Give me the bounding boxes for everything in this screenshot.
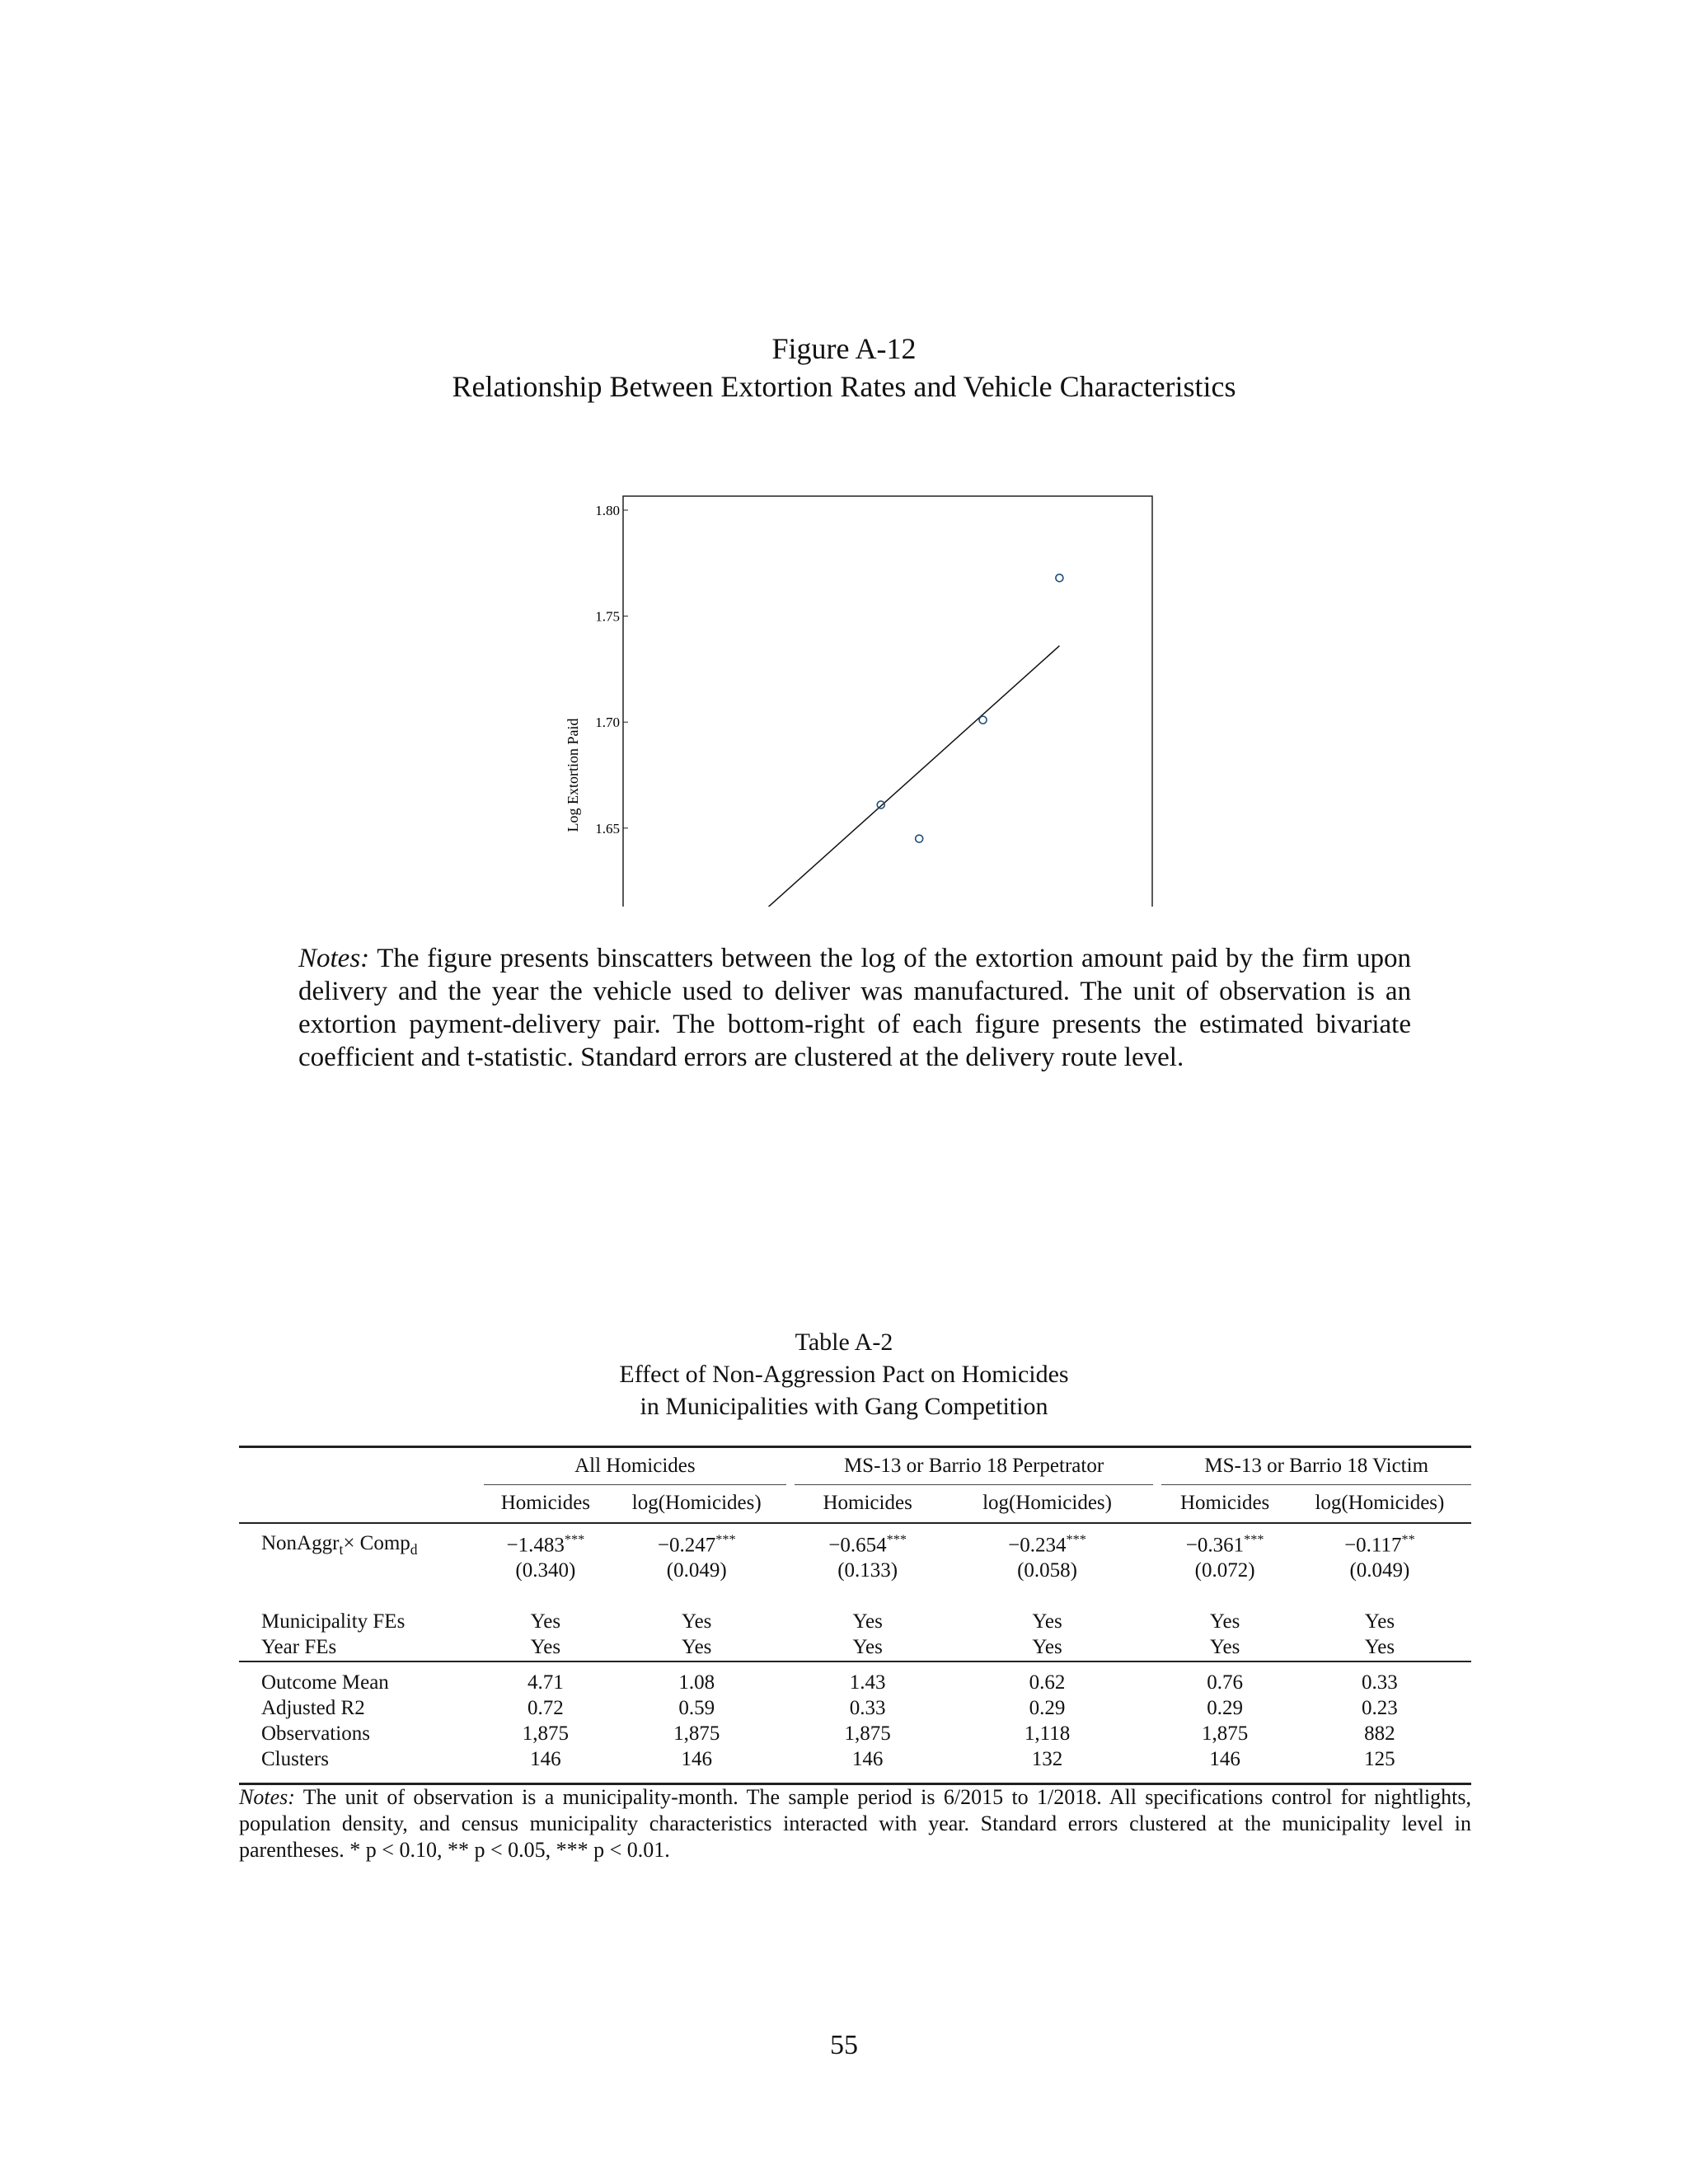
y-tick-label: 1.70 [595,715,620,731]
cell: Yes [1209,1610,1240,1633]
coef-label-times: × Comp [343,1531,410,1554]
cell: 1.08 [678,1671,715,1694]
group-header: MS-13 or Barrio 18 Perpetrator [795,1447,1154,1485]
cell: 1,875 [844,1722,891,1745]
row-label: Year FEs [261,1636,337,1658]
coef-label: NonAggr [261,1531,340,1554]
cell: 4.71 [528,1671,564,1694]
column-header: Homicides [823,1492,912,1515]
table-row [239,1747,1471,1773]
column-header: Homicides [500,1492,591,1515]
regression-table [239,1446,1471,1785]
cell: Yes [1209,1636,1240,1658]
cell: Yes [682,1610,712,1633]
std-error: (0.058) [1017,1559,1077,1582]
cell: Yes [530,1636,561,1658]
cell: 0.29 [1207,1697,1243,1719]
figure-title: Relationship Between Extortion Rates and Vehicle Characteristics [452,370,1236,403]
y-axis-label: Log Extortion Paid [565,718,581,832]
row-label: Municipality FEs [261,1610,406,1633]
table-row [239,1635,1471,1661]
cell: 1,875 [673,1722,720,1745]
std-error: (0.133) [837,1559,898,1582]
figure-notes [298,942,1411,1074]
figure-label: Figure A-12 [771,332,917,365]
y-tick-label: 1.75 [595,608,620,625]
cell: 0.62 [1029,1671,1066,1694]
coef-label-sub: t [339,1540,344,1558]
cell: 1,875 [1201,1722,1249,1745]
data-point [877,801,884,808]
table-title-1: Effect of Non-Aggression Pact on Homicides [619,1361,1069,1388]
group-header: MS-13 or Barrio 18 Victim [1161,1447,1471,1485]
coef-value: −0.654 [828,1534,887,1557]
cell: 146 [530,1748,561,1770]
plot-frame [623,496,1152,907]
column-header: log(Homicides) [1315,1492,1445,1515]
table-label: Table A-2 [795,1329,893,1356]
coef-value: −0.361 [1185,1534,1245,1557]
coef-value: −1.483 [506,1534,565,1557]
table-title-2: in Municipalities with Gang Competition [640,1393,1048,1420]
cell: Yes [1032,1636,1062,1658]
cell: 0.33 [1362,1671,1398,1694]
std-error: (0.072) [1194,1559,1255,1582]
row-label: Observations [261,1722,370,1745]
row-label: Clusters [261,1748,329,1770]
cell: 1,875 [522,1722,569,1745]
cell: 0.23 [1362,1697,1398,1719]
row-label: Outcome Mean [261,1671,389,1694]
significance-stars: *** [715,1532,736,1548]
table-row [239,1696,1471,1722]
table-row [239,1722,1471,1747]
table-row [239,1661,1471,1696]
cell: Yes [682,1636,712,1658]
data-point [1056,574,1063,582]
cell: 0.33 [849,1697,886,1719]
significance-stars: *** [886,1532,907,1548]
significance-stars: *** [564,1532,585,1548]
cell: Yes [1364,1610,1395,1633]
cell: 0.76 [1207,1671,1243,1694]
coef-value: −0.247 [657,1534,716,1557]
cell: Yes [1032,1610,1062,1633]
column-header: log(Homicides) [631,1492,762,1515]
cell: 0.59 [678,1697,715,1719]
notes-label: Notes: [239,1785,295,1809]
row-label: Adjusted R2 [261,1697,365,1719]
significance-stars: *** [1066,1532,1086,1548]
cell: 146 [851,1748,884,1770]
std-error: (0.049) [666,1559,727,1582]
data-point [916,835,923,842]
y-tick-label: 1.65 [595,820,620,837]
cell: 132 [1031,1748,1063,1770]
y-tick-label: 1.80 [595,503,620,518]
notes-text: The figure presents binscatters between the log of the extortion amount paid by the firm upon delivery and the year the vehicle used to deliver was manufactured. The unit of observation is an extortion payment-delivery pair. The bottom-right of each figure presents the estimated bivariate coefficient and t-statistic. Standard errors are clustered at the delivery route level. [298,944,1411,1072]
cell: 146 [1209,1748,1240,1770]
table-notes [239,1784,1471,1863]
notes-label: Notes: [298,944,370,973]
cell: 882 [1364,1722,1395,1745]
cell: 0.72 [528,1697,564,1719]
std-error: (0.340) [515,1559,576,1582]
cell: Yes [1364,1636,1395,1658]
group-header: All Homicides [484,1447,786,1485]
std-error: (0.049) [1349,1559,1410,1582]
column-header: Homicides [1179,1492,1270,1515]
coef-value: −0.234 [1008,1534,1067,1557]
data-point [979,716,987,724]
page-number: 55 [830,2030,858,2060]
cell: Yes [852,1636,883,1658]
cell: 1,118 [1024,1722,1071,1745]
cell: Yes [530,1610,561,1633]
coef-row [239,1523,1471,1558]
coef-value: −0.117 [1344,1534,1402,1557]
fit-line [658,646,1059,907]
cell: 0.29 [1029,1697,1066,1719]
se-row [239,1558,1471,1584]
significance-stars: *** [1244,1532,1264,1548]
table-row [239,1610,1471,1635]
cell: 146 [681,1748,712,1770]
cell: Yes [852,1610,883,1633]
cell: 1.43 [849,1671,886,1694]
scatter-chart [528,478,1170,907]
significance-stars: ** [1401,1532,1415,1548]
column-header: log(Homicides) [982,1492,1112,1515]
notes-text: The unit of observation is a municipality-month. The sample period is 6/2015 to 1/2018. All specifications control for nightlights, population density, and census municipality characteristics interacted with year. Standard errors clustered at the municipality level in parentheses. * p < 0.10, ** p < 0.05, *** p < 0.01. [239,1785,1472,1862]
cell: 125 [1364,1748,1395,1770]
coef-label-sub: d [410,1540,418,1558]
